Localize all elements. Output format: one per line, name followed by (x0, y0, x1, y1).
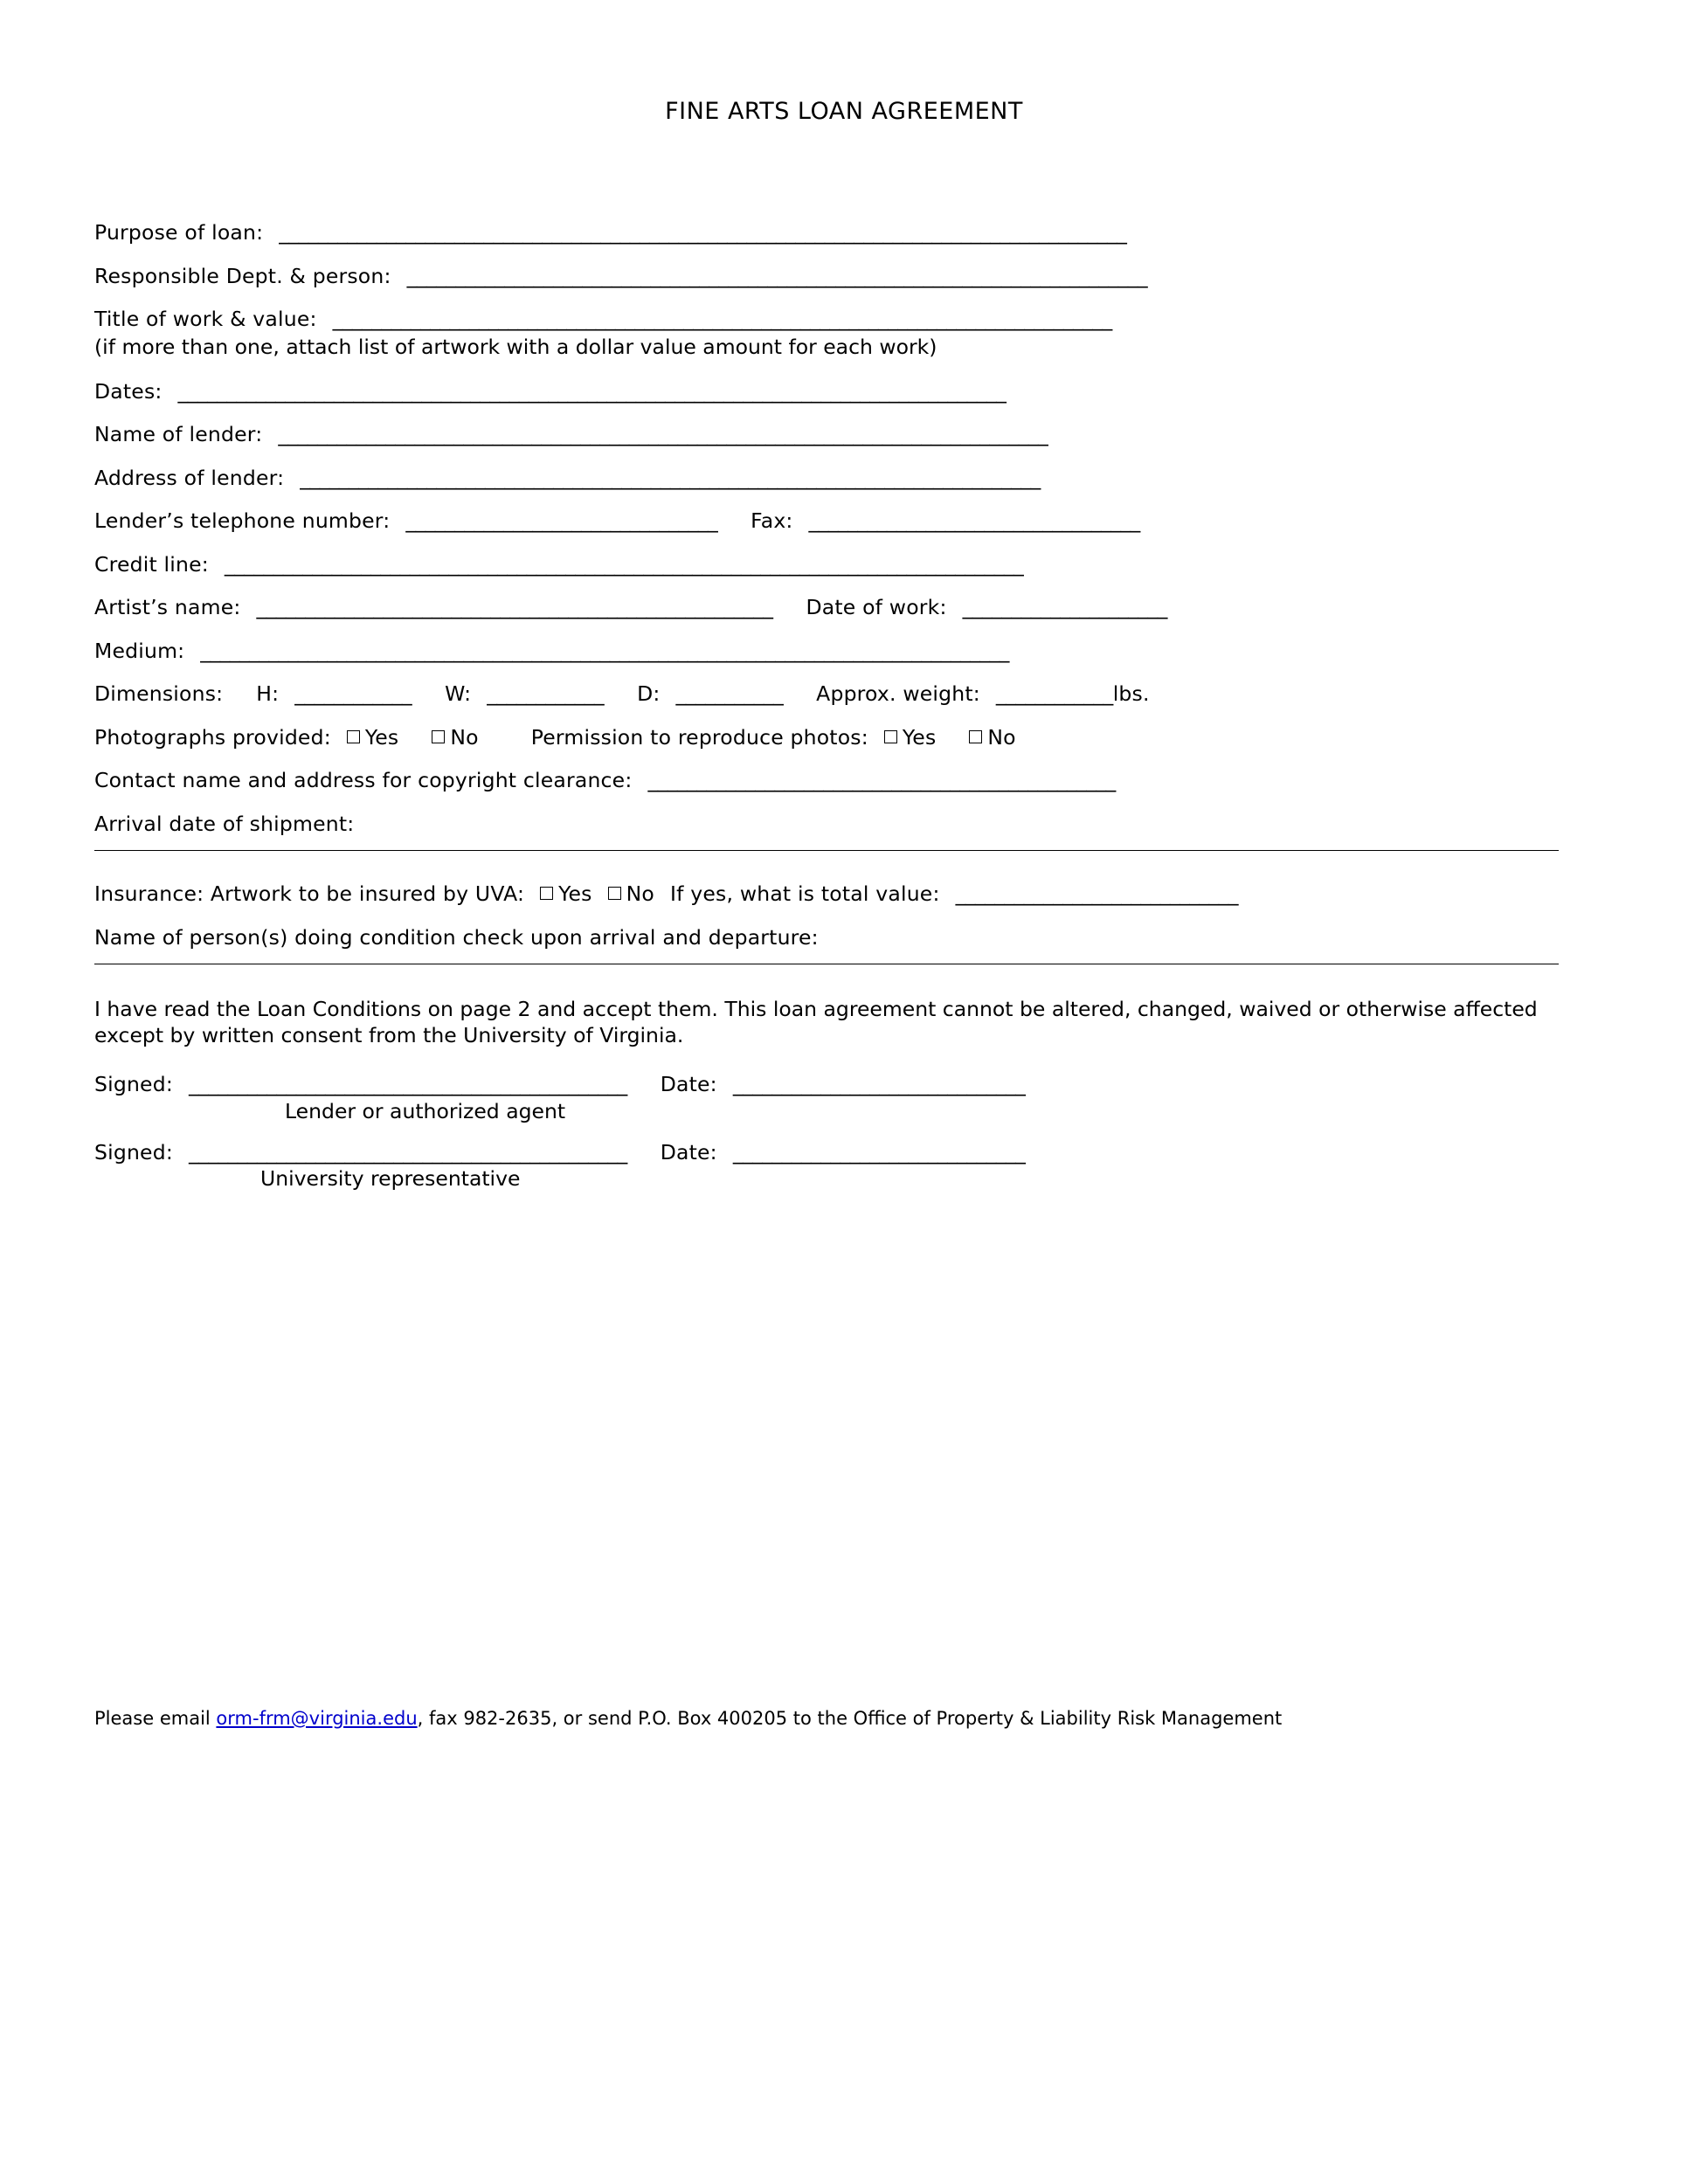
arrival-date-input-row (94, 850, 1562, 851)
dimensions-label: Dimensions: (94, 681, 224, 706)
date-of-work-input[interactable]: _____________________ (962, 595, 1167, 619)
field-medium (94, 638, 1562, 663)
purpose-of-loan-label: Purpose of loan: (94, 220, 264, 245)
insurance-label: Insurance: Artwork to be insured by UVA: (94, 881, 525, 906)
field-title-of-work (94, 309, 1562, 359)
signature-block-lender (94, 1072, 1562, 1123)
signature-input-university[interactable]: _____________________________________________ (188, 1139, 627, 1165)
insurance-no-checkbox[interactable] (608, 887, 621, 900)
purpose-of-loan-input[interactable]: _______________________________________________________________________________________ (279, 220, 1127, 245)
insurance-yes-checkbox[interactable] (540, 887, 553, 900)
photographs-no-checkbox[interactable] (432, 730, 445, 743)
signature-date-input-university[interactable]: ______________________________ (732, 1139, 1026, 1165)
dimension-width-input[interactable]: ____________ (487, 681, 605, 706)
signature-input-lender[interactable]: _____________________________________________ (188, 1072, 627, 1097)
permission-yes-checkbox[interactable] (884, 730, 897, 743)
address-of-lender-label: Address of lender: (94, 465, 285, 490)
name-of-lender-input[interactable]: _______________________________________________________________________________ (278, 422, 1048, 446)
date-of-work-label: Date of work: (806, 595, 947, 619)
field-copyright-clearance (94, 768, 1562, 792)
medium-input[interactable]: ___________________________________________________________________________________ (200, 638, 1009, 663)
field-dates (94, 378, 1562, 404)
artist-name-input[interactable]: _____________________________________________________ (256, 595, 773, 619)
email-link[interactable]: orm-frm@virginia.edu (216, 1708, 418, 1729)
page-title: FINE ARTS LOAN AGREEMENT (665, 98, 1023, 125)
responsible-dept-label: Responsible Dept. & person: (94, 263, 391, 288)
form-body (94, 220, 1562, 1213)
field-condition-check-label-row (94, 924, 1562, 950)
signed-label-university: Signed: (94, 1139, 173, 1165)
signature-date-input-lender[interactable]: ______________________________ (732, 1072, 1026, 1097)
permission-yes-label: Yes (902, 724, 937, 750)
acceptance-statement: I have read the Loan Conditions on page 2 and accept them. This loan agreement cannot be altered, changed, waived or otherwise affected except by written consent from the University of Virginia. (94, 997, 1538, 1048)
name-of-lender-label: Name of lender: (94, 422, 263, 446)
dates-label: Dates: (94, 378, 163, 404)
signature-date-label-university: Date: (660, 1139, 717, 1165)
dimension-height-input[interactable]: ____________ (294, 681, 412, 706)
dimension-depth-input[interactable]: ___________ (675, 681, 784, 706)
field-name-of-lender (94, 422, 1562, 446)
dimension-depth-label: D: (637, 681, 661, 706)
approx-weight-input[interactable]: ____________ (995, 681, 1113, 706)
approx-weight-label: Approx. weight: (816, 681, 980, 706)
address-of-lender-input[interactable]: ____________________________________________________________________________ (300, 465, 1041, 490)
insurance-no-label: No (626, 881, 654, 906)
permission-no-label: No (987, 724, 1016, 750)
credit-line-label: Credit line: (94, 551, 209, 577)
signature-date-label-lender: Date: (660, 1072, 717, 1097)
copyright-clearance-input[interactable]: ________________________________________________ (647, 768, 1116, 792)
field-insurance (94, 881, 1562, 906)
dimension-width-label: W: (445, 681, 472, 706)
photographs-yes-checkbox[interactable] (347, 730, 360, 743)
field-arrival-date-label-row (94, 811, 1562, 836)
arrival-date-input[interactable] (94, 850, 1559, 851)
field-responsible-dept (94, 263, 1562, 288)
insurance-value-input[interactable]: _____________________________ (955, 881, 1238, 906)
field-dimensions (94, 681, 1562, 706)
copyright-clearance-label: Contact name and address for copyright clearance: (94, 768, 633, 792)
footer-suffix: , fax 982-2635, or send P.O. Box 400205 to the Office of Property & Liability Risk Management (417, 1708, 1283, 1729)
fax-label: Fax: (751, 508, 793, 533)
title-of-work-label: Title of work & value: (94, 307, 317, 331)
weight-unit-label: lbs. (1112, 681, 1150, 706)
field-artist-name-date-of-work (94, 595, 1562, 619)
medium-label: Medium: (94, 638, 185, 663)
field-lender-telephone-fax (94, 508, 1562, 533)
dates-input[interactable]: _____________________________________________________________________________________ (177, 378, 1007, 404)
signature-block-university (94, 1139, 1562, 1192)
title-of-work-note: (if more than one, attach list of artwork with a dollar value amount for each work) (94, 334, 937, 359)
title-of-work-input[interactable]: ________________________________________________________________________________ (332, 307, 1112, 331)
signature-caption-university: University representative (260, 1166, 521, 1192)
signed-label-lender: Signed: (94, 1072, 173, 1097)
photographs-provided-label: Photographs provided: (94, 724, 331, 750)
lender-telephone-input[interactable]: ________________________________ (405, 508, 718, 533)
field-credit-line (94, 551, 1562, 577)
responsible-dept-input[interactable]: ____________________________________________________________________________ (406, 263, 1148, 288)
photographs-yes-label: Yes (364, 724, 399, 750)
condition-check-label: Name of person(s) doing condition check upon arrival and departure: (94, 924, 819, 950)
signature-caption-lender: Lender or authorized agent (285, 1098, 566, 1123)
fax-input[interactable]: __________________________________ (808, 508, 1140, 533)
field-address-of-lender (94, 465, 1562, 490)
dimension-height-label: H: (256, 681, 280, 706)
arrival-date-label: Arrival date of shipment: (94, 811, 355, 836)
footer-prefix: Please email (94, 1708, 217, 1729)
field-photographs-permission (94, 724, 1562, 750)
permission-no-checkbox[interactable] (969, 730, 982, 743)
field-purpose-of-loan (94, 220, 1562, 245)
credit-line-input[interactable]: __________________________________________________________________________________ (224, 551, 1024, 577)
lender-telephone-label: Lender’s telephone number: (94, 508, 391, 533)
footer-instructions (94, 1708, 1282, 1729)
insurance-value-label: If yes, what is total value: (670, 881, 940, 906)
artist-name-label: Artist’s name: (94, 595, 241, 619)
photographs-no-label: No (450, 724, 479, 750)
insurance-yes-label: Yes (558, 881, 592, 906)
permission-reproduce-label: Permission to reproduce photos: (530, 724, 868, 750)
